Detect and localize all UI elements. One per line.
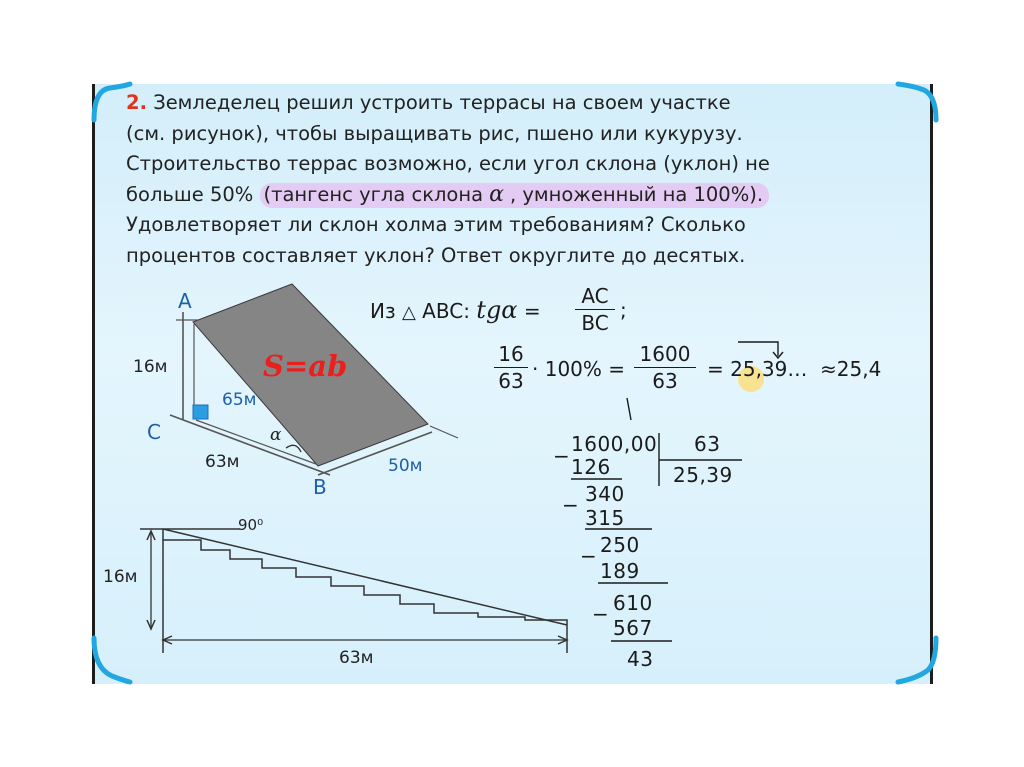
fraction-16-63: 16 63 [494,342,528,393]
problem-line-6: процентов составляет уклон? Ответ округлите до десятых. [126,243,746,267]
division-step: 610 [613,591,653,615]
divisor: 63 [694,432,721,456]
minus-sign: − [562,493,580,517]
division-step: 126 [571,455,611,479]
division-step: 567 [613,616,653,640]
semicolon: ; [620,298,627,322]
minus-sign: − [553,444,571,468]
slope-base-label: 63м [205,452,240,472]
dividend: 1600,00 [571,432,658,456]
terrace-angle-label: 90⁰ [238,516,264,534]
problem-line-2: (см. рисунок), чтобы выращивать рис, пшено или кукурузу. [126,121,743,145]
slope-hypotenuse-label: 65м [222,390,257,410]
problem-line-5: Удовлетворяет ли склон холма этим требованиям? Сколько [126,213,746,236]
problem-line-1: 2. Земледелец решил устроить террасы на своем участке [126,91,731,114]
terrace-figure [140,529,567,653]
long-division-lines [571,342,783,641]
rounded-answer: ≈25,4 [820,357,882,381]
alpha-symbol: α [489,181,504,207]
minus-sign: − [580,544,598,568]
highlighted-definition: (тангенс угла склона α , умноженный на 100%). [260,183,770,208]
vertex-label-c: C [147,420,161,444]
angle-arc [286,445,301,452]
tangent-alpha: tgα [476,296,518,324]
terrace-base-label: 63м [339,648,374,668]
area-formula: S=ab [263,349,348,383]
times-100-percent: · 100% = [532,357,626,381]
problem-line-3: Строительство террас возможно, если угол склона (уклон) не [126,152,770,175]
angle-alpha-label: α [270,425,282,445]
division-step: 189 [600,559,640,583]
division-step: 340 [585,482,625,506]
terrace-height-label: 16м [103,567,138,587]
minus-sign: − [592,602,610,626]
triangle-icon: △ [401,302,416,323]
right-angle-marker [193,405,208,419]
division-step: 250 [600,533,640,557]
vertex-label-b: B [313,475,327,499]
slope-height-label: 16м [133,357,168,377]
slope-width-label: 50м [388,456,423,476]
ratio-ac-bc: AC BC [575,284,615,335]
quotient: 25,39 [673,463,733,487]
division-remainder: 43 [627,647,654,671]
fraction-1600-63: 1600 63 [634,342,696,393]
division-step: 315 [585,506,625,530]
division-result: = 25,39… [707,357,808,381]
problem-line-4: больше 50% (тангенс угла склона α , умноженный на 100%). [126,180,866,211]
vertex-label-a: A [178,289,192,313]
solution-from-triangle: Из △ ABC: tgα = [370,296,541,324]
problem-number: 2. [126,91,147,114]
